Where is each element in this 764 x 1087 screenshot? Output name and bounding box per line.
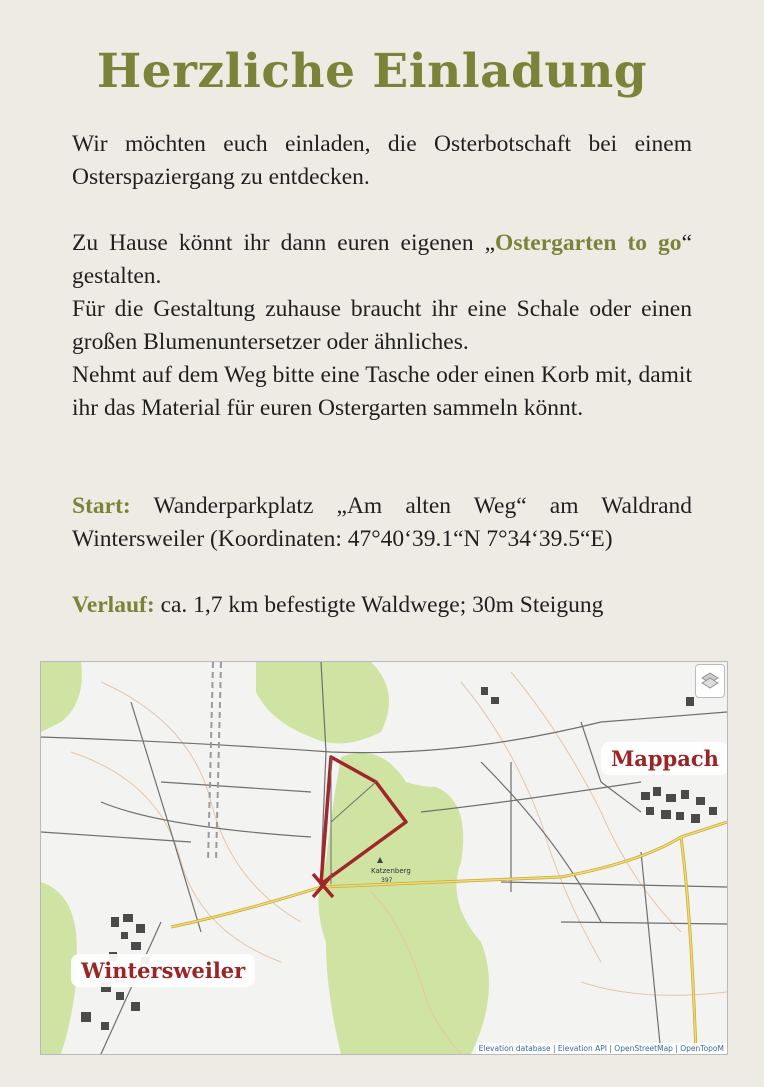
garden-paragraph xyxy=(72,227,692,425)
page-title: Herzliche Einladung xyxy=(96,44,648,99)
map-label-mappach: Mappach xyxy=(601,742,728,775)
start-text: Wanderparkplatz „Am alten Weg“ am Waldrand Wintersweiler (Koordinaten: 47°40‘39.1“N 7°34‘39.5“E) xyxy=(72,493,692,552)
intro-text: Wir möchten euch einladen, die Osterbotschaft bei einem Osterspaziergang zu entdecken. xyxy=(72,131,692,190)
peak-name: Katzenberg xyxy=(371,867,411,875)
intro-paragraph xyxy=(72,128,692,194)
map-canvas xyxy=(41,662,727,1054)
garden-text-after: “ gestalten. xyxy=(72,230,692,289)
design-text: Für die Gestaltung zuhause braucht ihr eine Schale oder einen großen Blumenuntersetzer oder ähnliches. xyxy=(72,296,692,355)
start-label: Start: xyxy=(72,493,131,519)
layers-icon xyxy=(696,665,724,697)
forest-area-north xyxy=(256,662,389,743)
ostergarten-highlight: Ostergarten to go xyxy=(495,230,682,256)
map-label-wintersweiler: Wintersweiler xyxy=(71,954,255,987)
peak-elevation: 397 xyxy=(381,877,393,884)
bring-text: Nehmt auf dem Weg bitte eine Tasche oder einen Korb mit, damit ihr das Material für euren Ostergarten sammeln könnt. xyxy=(72,362,692,421)
forest-area-center xyxy=(319,753,490,1054)
forest-area-northwest xyxy=(41,662,82,732)
map-attribution[interactable]: Elevation database | Elevation API | OpenStreetMap | OpenTopoM xyxy=(476,1043,727,1054)
start-paragraph xyxy=(72,490,692,556)
layers-button[interactable] xyxy=(695,664,725,698)
route-label: Verlauf: xyxy=(72,592,155,618)
garden-text-before: Zu Hause könnt ihr dann euren eigenen „ xyxy=(72,230,496,256)
route-text: ca. 1,7 km befestigte Waldwege; 30m Steigung xyxy=(154,592,604,618)
railway xyxy=(208,662,221,862)
garden-text xyxy=(72,227,692,293)
route-map[interactable] xyxy=(40,661,728,1055)
route-paragraph xyxy=(72,589,692,622)
